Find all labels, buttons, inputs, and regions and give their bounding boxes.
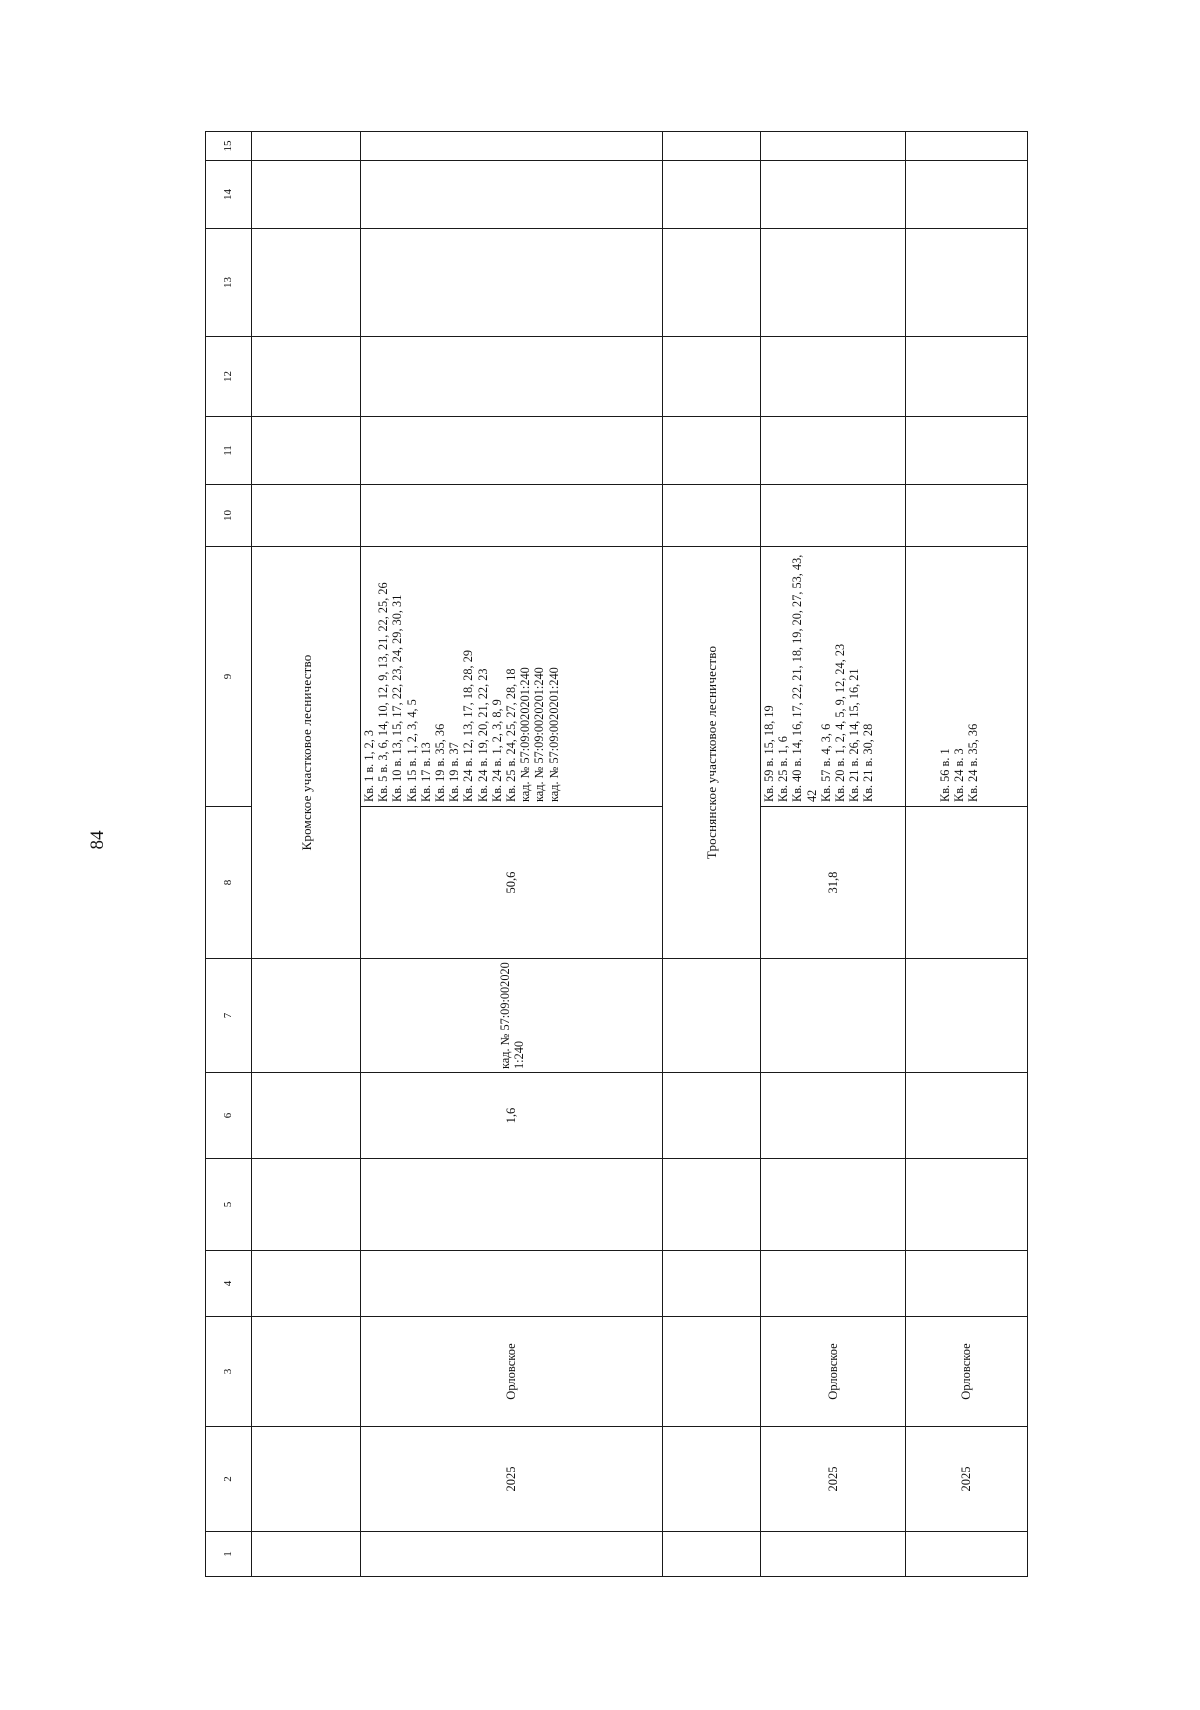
section-title-trosnyanskoe: Троснянское участковое лесничество bbox=[663, 547, 761, 959]
area-col8-cell: 50,6 bbox=[361, 807, 663, 959]
empty-cell bbox=[252, 485, 361, 547]
forestry-cell: Орловское bbox=[906, 1317, 1028, 1427]
header-col-1: 1 bbox=[206, 1532, 252, 1577]
empty-cell bbox=[252, 337, 361, 417]
header-col-8: 8 bbox=[206, 807, 252, 959]
empty-cell bbox=[663, 1251, 761, 1317]
empty-cell bbox=[663, 1073, 761, 1159]
quarters-list-trosnyanskoe: Кв. 59 в. 15, 18, 19 Кв. 25 в. 1, 6 Кв. 40 в. 14, 16, 17, 22, 21, 18, 19, 20, 27, 53, 43, 42 Кв. 57 в. 4, 3, 6 Кв. 20 в. 1, 2, 4, 5, 9, 12, 24, 23 Кв. 21 в. 26, 14, 15, 16, 21 Кв. 21 в. 30, 28 bbox=[761, 547, 906, 807]
empty-cell bbox=[252, 1073, 361, 1159]
empty-cell bbox=[906, 1073, 1028, 1159]
year-cell: 2025 bbox=[906, 1427, 1028, 1532]
header-col-2: 2 bbox=[206, 1427, 252, 1532]
empty-cell bbox=[906, 229, 1028, 337]
empty-cell bbox=[761, 1159, 906, 1251]
cadastre-cell: кад. № 57:09:0020201:240 bbox=[361, 959, 663, 1073]
empty-cell bbox=[663, 337, 761, 417]
data-row-trosnyanskoe-2 bbox=[906, 132, 1028, 1577]
empty-cell bbox=[761, 337, 906, 417]
header-col-13: 13 bbox=[206, 229, 252, 337]
header-col-6: 6 bbox=[206, 1073, 252, 1159]
area-col6-cell: 1,6 bbox=[361, 1073, 663, 1159]
header-row bbox=[206, 132, 252, 1577]
data-row-trosnyanskoe bbox=[761, 132, 906, 1577]
forestry-cell: Орловское bbox=[761, 1317, 906, 1427]
empty-cell bbox=[906, 161, 1028, 229]
empty-cell bbox=[761, 1532, 906, 1577]
year-cell: 2025 bbox=[761, 1427, 906, 1532]
header-col-7: 7 bbox=[206, 959, 252, 1073]
empty-cell bbox=[663, 1427, 761, 1532]
empty-cell bbox=[663, 485, 761, 547]
section-row-trosnyanskoe bbox=[663, 132, 761, 1577]
header-col-5: 5 bbox=[206, 1159, 252, 1251]
forestry-cell: Орловское bbox=[361, 1317, 663, 1427]
empty-cell bbox=[906, 959, 1028, 1073]
page-number: 84 bbox=[87, 830, 108, 850]
header-col-14: 14 bbox=[206, 161, 252, 229]
empty-cell bbox=[361, 132, 663, 161]
section-title-kromskoe: Кромское участковое лесничество bbox=[252, 547, 361, 959]
header-col-4: 4 bbox=[206, 1251, 252, 1317]
empty-cell bbox=[663, 1317, 761, 1427]
empty-cell bbox=[761, 161, 906, 229]
empty-cell bbox=[761, 229, 906, 337]
empty-cell bbox=[663, 959, 761, 1073]
empty-cell bbox=[663, 1532, 761, 1577]
empty-cell bbox=[906, 1251, 1028, 1317]
empty-cell bbox=[361, 337, 663, 417]
empty-cell bbox=[252, 1532, 361, 1577]
empty-cell bbox=[761, 1073, 906, 1159]
empty-cell bbox=[252, 132, 361, 161]
empty-cell bbox=[761, 417, 906, 485]
empty-cell bbox=[663, 417, 761, 485]
header-col-10: 10 bbox=[206, 485, 252, 547]
header-col-3: 3 bbox=[206, 1317, 252, 1427]
empty-cell bbox=[663, 229, 761, 337]
header-col-9: 9 bbox=[206, 547, 252, 807]
empty-cell bbox=[761, 959, 906, 1073]
empty-cell bbox=[361, 229, 663, 337]
section-row-kromskoe bbox=[252, 132, 361, 1577]
empty-cell bbox=[252, 1317, 361, 1427]
empty-cell bbox=[663, 161, 761, 229]
header-col-11: 11 bbox=[206, 417, 252, 485]
quarters-list-text: Кв. 56 в. 1 Кв. 24 в. 3 Кв. 24 в. 35, 36 bbox=[938, 723, 981, 802]
quarters-list-kromskoe: Кв. 1 в. 1, 2, 3 Кв. 5 в. 3, 6, 14, 10, 12, 9, 13, 21, 22, 25, 26 Кв. 10 в. 13, 15, 17, 22, 23, 24, 29, 30, 31 Кв. 15 в. 1, 2, 3, 4, 5 Кв. 17 в. 13 Кв. 19 в. 35, 36 Кв. 19 в. 37 Кв. 24 в. 12, 13, 17, 18, 28, 29 Кв. 24 в. 19, 20, 21, 22, 23 Кв. 24 в. 1, 2, 3, 8, 9 Кв. 25 в. 24, 25, 27, 28, 18 кад. № 57:09:0020201:240 кад. № 57:09:0020201:240 кад. № 57:09:0020201:240 bbox=[361, 547, 663, 807]
empty-cell bbox=[906, 485, 1028, 547]
quarters-list-trosnyanskoe-2 bbox=[906, 547, 1028, 807]
header-col-15: 15 bbox=[206, 132, 252, 161]
empty-cell bbox=[361, 485, 663, 547]
empty-cell bbox=[906, 337, 1028, 417]
empty-cell bbox=[663, 1159, 761, 1251]
empty-cell bbox=[252, 959, 361, 1073]
empty-cell bbox=[361, 1159, 663, 1251]
empty-cell bbox=[761, 132, 906, 161]
empty-cell bbox=[252, 1159, 361, 1251]
empty-cell bbox=[906, 807, 1028, 959]
empty-cell bbox=[361, 1532, 663, 1577]
empty-cell bbox=[252, 1251, 361, 1317]
empty-cell bbox=[761, 1251, 906, 1317]
empty-cell bbox=[361, 1251, 663, 1317]
year-cell: 2025 bbox=[361, 1427, 663, 1532]
empty-cell bbox=[252, 229, 361, 337]
empty-cell bbox=[361, 161, 663, 229]
empty-cell bbox=[252, 161, 361, 229]
data-row-kromskoe bbox=[361, 132, 663, 1577]
empty-cell bbox=[252, 1427, 361, 1532]
header-col-12: 12 bbox=[206, 337, 252, 417]
empty-cell bbox=[252, 417, 361, 485]
empty-cell bbox=[906, 1532, 1028, 1577]
empty-cell bbox=[906, 132, 1028, 161]
empty-cell bbox=[761, 485, 906, 547]
forest-plots-table bbox=[205, 131, 1028, 1577]
area-col8-cell: 31,8 bbox=[761, 807, 906, 959]
rotated-table-container bbox=[205, 132, 1027, 1577]
empty-cell bbox=[361, 417, 663, 485]
empty-cell bbox=[906, 417, 1028, 485]
empty-cell bbox=[906, 1159, 1028, 1251]
empty-cell bbox=[663, 132, 761, 161]
